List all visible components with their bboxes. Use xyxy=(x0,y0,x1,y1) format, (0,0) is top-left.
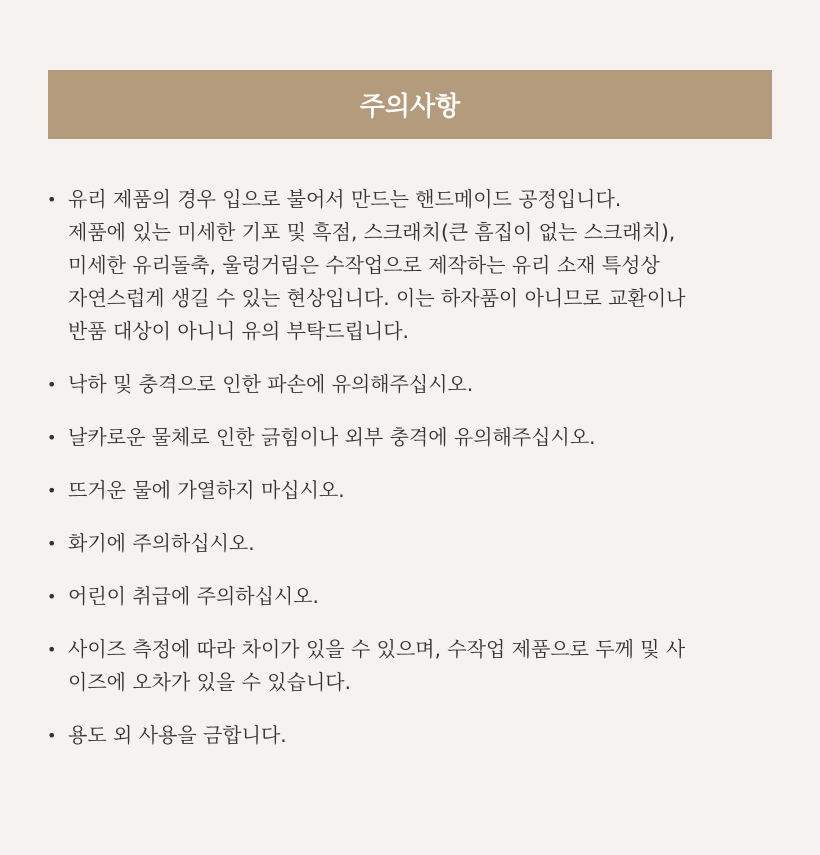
notice-text-line: 화기에 주의하십시오. xyxy=(68,531,255,555)
notice-item xyxy=(40,719,770,752)
notice-item xyxy=(40,421,770,454)
notice-text-line: 어린이 취급에 주의하십시오. xyxy=(68,584,319,608)
notice-item xyxy=(40,368,770,401)
notice-item xyxy=(40,183,770,348)
notice-text-line: 유리 제품의 경우 입으로 불어서 만드는 핸드메이드 공정입니다. xyxy=(68,187,622,211)
bullet-icon: • xyxy=(47,428,57,447)
notice-text-line: 제품에 있는 미세한 기포 및 흑점, 스크래치(큰 흠집이 없는 스크래치), xyxy=(68,220,676,244)
bullet-icon: • xyxy=(47,534,57,553)
notice-item xyxy=(40,474,770,507)
notice-item xyxy=(40,527,770,560)
notice-text-line: 사이즈 측정에 따라 차이가 있을 수 있으며, 수작업 제품으로 두께 및 사 xyxy=(68,637,686,661)
notice-item xyxy=(40,633,770,699)
notice-text-line: 용도 외 사용을 금합니다. xyxy=(68,723,287,747)
notice-text-line: 이즈에 오차가 있을 수 있습니다. xyxy=(68,670,351,694)
notice-list xyxy=(40,183,770,772)
bullet-icon: • xyxy=(47,190,57,209)
bullet-icon: • xyxy=(47,375,57,394)
bullet-icon: • xyxy=(47,640,57,659)
notice-text-line: 뜨거운 물에 가열하지 마십시오. xyxy=(68,478,345,502)
notice-text-line: 미세한 유리돌축, 울렁거림은 수작업으로 제작하는 유리 소재 특성상 xyxy=(68,253,660,277)
bullet-icon: • xyxy=(47,587,57,606)
bullet-icon: • xyxy=(47,481,57,500)
notice-banner xyxy=(48,70,772,139)
notice-text-line: 자연스럽게 생길 수 있는 현상입니다. 이는 하자품이 아니므로 교환이나 xyxy=(68,286,686,310)
notice-text-line: 날카로운 물체로 인한 긁힘이나 외부 충격에 유의해주십시오. xyxy=(68,425,596,449)
notice-text-line: 반품 대상이 아니니 유의 부탁드립니다. xyxy=(68,319,409,343)
notice-item xyxy=(40,580,770,613)
banner-title: 주의사항 xyxy=(359,92,461,122)
bullet-icon: • xyxy=(47,726,57,745)
notice-text-line: 낙하 및 충격으로 인한 파손에 유의해주십시오. xyxy=(68,372,474,396)
